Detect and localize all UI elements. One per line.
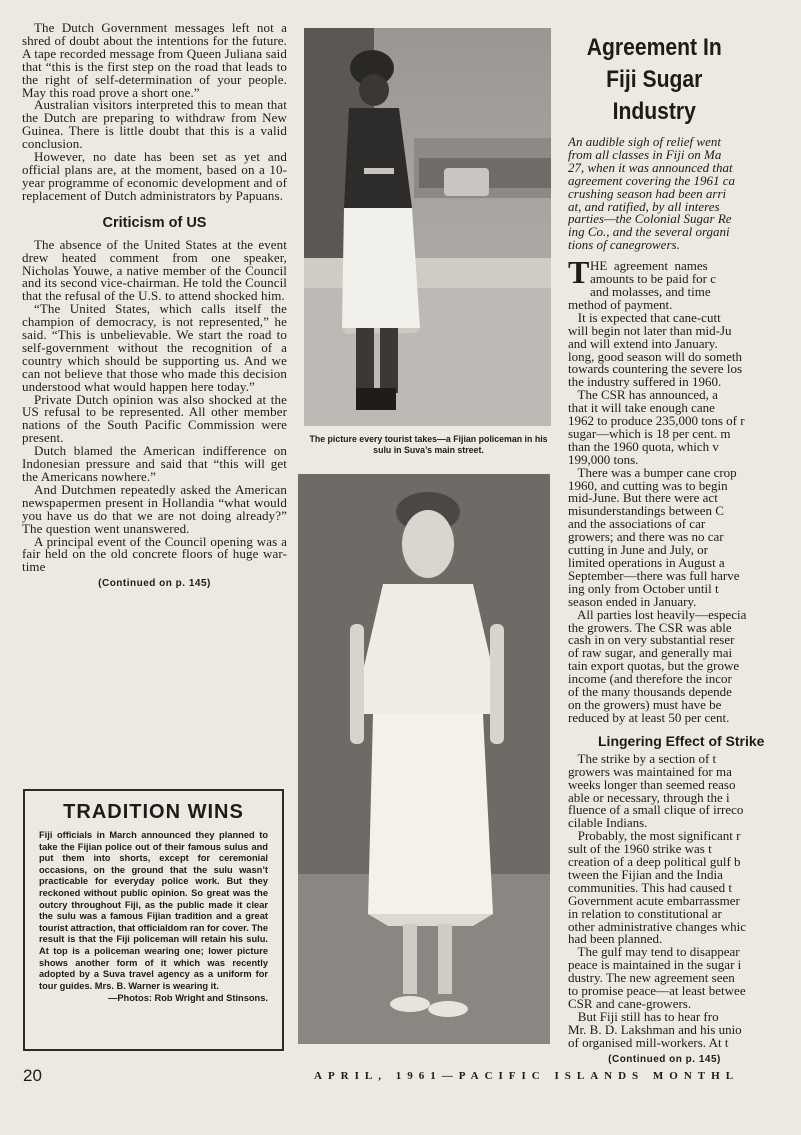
- text-line: crushing season had been arri: [568, 185, 727, 201]
- text-line: reduced by at least 50 per cent.: [568, 709, 730, 725]
- text-line: towards countering the severe los: [568, 361, 743, 377]
- text-line: and molasses, and time: [590, 283, 711, 299]
- page-number: 20: [23, 1066, 42, 1085]
- left-article-column: [22, 22, 287, 589]
- text-line: mid-June. But there were act: [568, 490, 718, 506]
- text-line: growers was maintained for ma: [568, 763, 732, 779]
- text-line: The gulf may tend to disappear: [568, 944, 740, 960]
- text-line: amounts to be paid for c: [590, 271, 716, 287]
- policeman-photo: [304, 28, 551, 426]
- text-line: that it will take enough cane: [568, 400, 715, 416]
- policeman-photo-image: [304, 28, 551, 426]
- text-line: fluence of a small clique of irreco: [568, 802, 744, 818]
- text-line: 27, when it was announced that: [568, 159, 733, 175]
- text-line: growers; and there was no car: [568, 529, 724, 545]
- text-line: HE agreement names: [590, 258, 708, 274]
- tour-guide-photo: [298, 474, 550, 1044]
- text-line: The strike by a section of t: [568, 750, 717, 766]
- article-paragraph: A principal event of the Council opening was a fair held on the old concrete floors of huge war-time: [22, 533, 287, 575]
- tour-guide-photo-image: [298, 474, 550, 1044]
- continued-note-left: (Continued on p. 145): [98, 578, 211, 590]
- text-line: of the many thousands depende: [568, 684, 732, 700]
- text-line: parties—the Colonial Sugar Re: [568, 211, 732, 227]
- text-line: An audible sigh of relief went: [568, 134, 721, 149]
- text-line: and the associations of car: [568, 516, 706, 532]
- text-line: cash in on very substantial reser: [568, 632, 735, 648]
- text-line: sugar—which is 18 per cent. m: [568, 425, 731, 441]
- headline-line: Fiji Sugar: [606, 66, 703, 93]
- text-line: It is expected that cane-cutt: [568, 309, 721, 325]
- text-line: communities. This had caused t: [568, 879, 733, 895]
- article-paragraph: Dutch blamed the American indifference on Indonesian pressure and said that “this will get the Americans nowhere.”: [22, 443, 287, 484]
- text-line: cilable Indians.: [568, 815, 648, 831]
- text-line: ing Co., and the several organi: [568, 224, 730, 240]
- text-line: other administrative changes whic: [568, 918, 746, 934]
- headline-line: Agreement In: [586, 34, 722, 61]
- text-line: Government acute embarrassmer: [568, 892, 740, 908]
- photo-credit: —Photos: Rob Wright and Stinsons.: [108, 993, 268, 1004]
- tradition-wins-box: [23, 789, 284, 1051]
- text-line: than the 1960 quota, which v: [568, 438, 719, 454]
- text-line: able or necessary, through the i: [568, 789, 730, 805]
- text-line: September—there was full harve: [568, 567, 740, 583]
- text-line: sult of the 1960 strike was t: [568, 841, 712, 857]
- article-paragraph: And Dutchmen repeatedly asked the American newspapermen present in Hollandia “what would you have us do that we are not doing already?” The question went unanswered.: [22, 481, 287, 536]
- text-line: method of payment.: [568, 296, 673, 312]
- text-line: tions of canegrowers.: [568, 237, 680, 253]
- text-line: at, and ratified, by all interes: [568, 198, 720, 214]
- text-line: tween the Fijian and the India: [568, 866, 723, 882]
- box-body: Fiji officials in March announced they planned to take the Fijian police out of their famous sulus and put them into shorts, except for ceremonial occasions, on the ground that the sulu wasn’t practicable for everyday police work. But they reckoned without public opinion. So great was the outcry throughout Fiji, as the public made it clear the sulu was a famous Fijian tradition and a great tourist attraction, that officialdom ran for cover. The result is that the Fiji policeman will retain his sulu. At top is a policeman wearing one; lower picture shows another form of it which was recently adopted by a Suva travel agency as a uniform for tour guides. Mrs. B. Warner is wearing it.: [39, 830, 268, 991]
- text-line: peace is maintained in the sugar i: [568, 957, 742, 973]
- page-footer: [0, 1062, 801, 1090]
- text-line: weeks longer than seemed reaso: [568, 776, 736, 792]
- text-line: agreement covering the 1961 ca: [568, 172, 736, 188]
- text-line: and will extend into January.: [568, 335, 718, 351]
- dropcap-paragraph: [568, 254, 801, 299]
- text-line: of raw sugar, and generally mai: [568, 645, 733, 661]
- text-line: the industry suffered in 1960.: [568, 374, 722, 390]
- text-line: All parties lost heavily—especia: [568, 606, 747, 622]
- box-title: TRADITION WINS: [63, 801, 244, 823]
- article-paragraph: The Dutch Government messages left not a shred of doubt about the intentions for the future. A tape recorded message from Queen Juliana said that “this is the first step on the road that leads to the right of self-determination of your people. May this road prove a short one.”: [22, 20, 287, 100]
- text-line: to promise peace—at least betwee: [568, 983, 746, 999]
- article-headline: [568, 32, 740, 128]
- text-line: will begin not later than mid-Ju: [568, 322, 732, 338]
- article-paragraph: However, no date has been set as yet and official plans are, at the moment, based on a 10-year programme of economic development and of replacement of Dutch administrators by Papuans.: [22, 149, 287, 203]
- continued-note-right: (Continued on p. 145): [608, 1053, 721, 1065]
- text-line: limited operations in August a: [568, 555, 725, 570]
- article-paragraph: Private Dutch opinion was also shocked at the US refusal to be represented. All other member nations of the South Pacific Commission were present.: [22, 391, 287, 446]
- text-line: CSR and cane-growers.: [568, 996, 692, 1011]
- text-line: on the growers) must have be: [568, 696, 722, 712]
- text-line: long, good season will do someth: [568, 348, 743, 364]
- text-line: in relation to constitutional ar: [568, 905, 722, 921]
- text-line: of organised mill-workers. At t: [568, 1034, 729, 1050]
- article-paragraph: Australian visitors interpreted this to mean that the Dutch are preparing to withdraw from New Guinea. There is little doubt that this is a valid conclusion.: [22, 97, 287, 152]
- text-line: 199,000 tons.: [568, 451, 639, 467]
- article-paragraph: The absence of the United States at the event drew heated comment from one speaker, Nicholas Youwe, a native member of the Council and its second vice-chairman. He told the Council that the refusal of the U.S. to attend shocked him.: [22, 236, 287, 304]
- article-intro: [568, 136, 801, 252]
- text-line: The CSR has announced, a: [568, 387, 718, 403]
- text-line: the growers. The CSR was able: [568, 619, 732, 635]
- text-line: ing only from October until t: [568, 580, 719, 596]
- text-line: creation of a deep political gulf b: [568, 854, 741, 870]
- text-line: from all classes in Fiji on Ma: [568, 146, 722, 162]
- subhead-lingering-effect: Lingering Effect of Strike: [598, 732, 765, 749]
- subhead-criticism-of-us: Criticism of US: [102, 214, 207, 231]
- text-line: 1960, and cutting was to begin: [568, 477, 728, 493]
- text-line: had been planned.: [568, 931, 663, 947]
- text-line: season ended in January.: [568, 593, 697, 609]
- text-line: tain export quotas, but the growe: [568, 658, 740, 674]
- text-line: misunderstandings between C: [568, 503, 724, 519]
- text-line: cutting in June and July, or: [568, 542, 708, 558]
- headline-line: Industry: [612, 98, 696, 125]
- running-title: APRIL, 1961—PACIFIC ISLANDS MONTHL: [314, 1070, 740, 1082]
- text-line: But Fiji still has to hear fro: [568, 1008, 719, 1024]
- text-line: dustry. The new agreement seen: [568, 970, 735, 986]
- right-article-column: [568, 22, 801, 1065]
- article-paragraph: “The United States, which calls itself the champion of democracy, is not represented,” he said. “This is unbelievable. We start the road to self-government without the recognition of a country which should be supporting us. And we can not believe that those who made this decision understood what would happen here today.”: [22, 301, 287, 394]
- text-line: Mr. B. D. Lakshman and his unio: [568, 1021, 742, 1037]
- text-line: Probably, the most significant r: [568, 828, 741, 844]
- text-line: There was a bumper cane crop: [568, 464, 737, 480]
- text-line: 1962 to produce 235,000 tons of r: [568, 413, 745, 429]
- text-line: income (and therefore the incor: [568, 671, 732, 687]
- photo-caption: The picture every tourist takes—a Fijian policeman in his sulu in Suva’s main street.: [309, 434, 548, 455]
- drop-cap: T: [568, 254, 590, 291]
